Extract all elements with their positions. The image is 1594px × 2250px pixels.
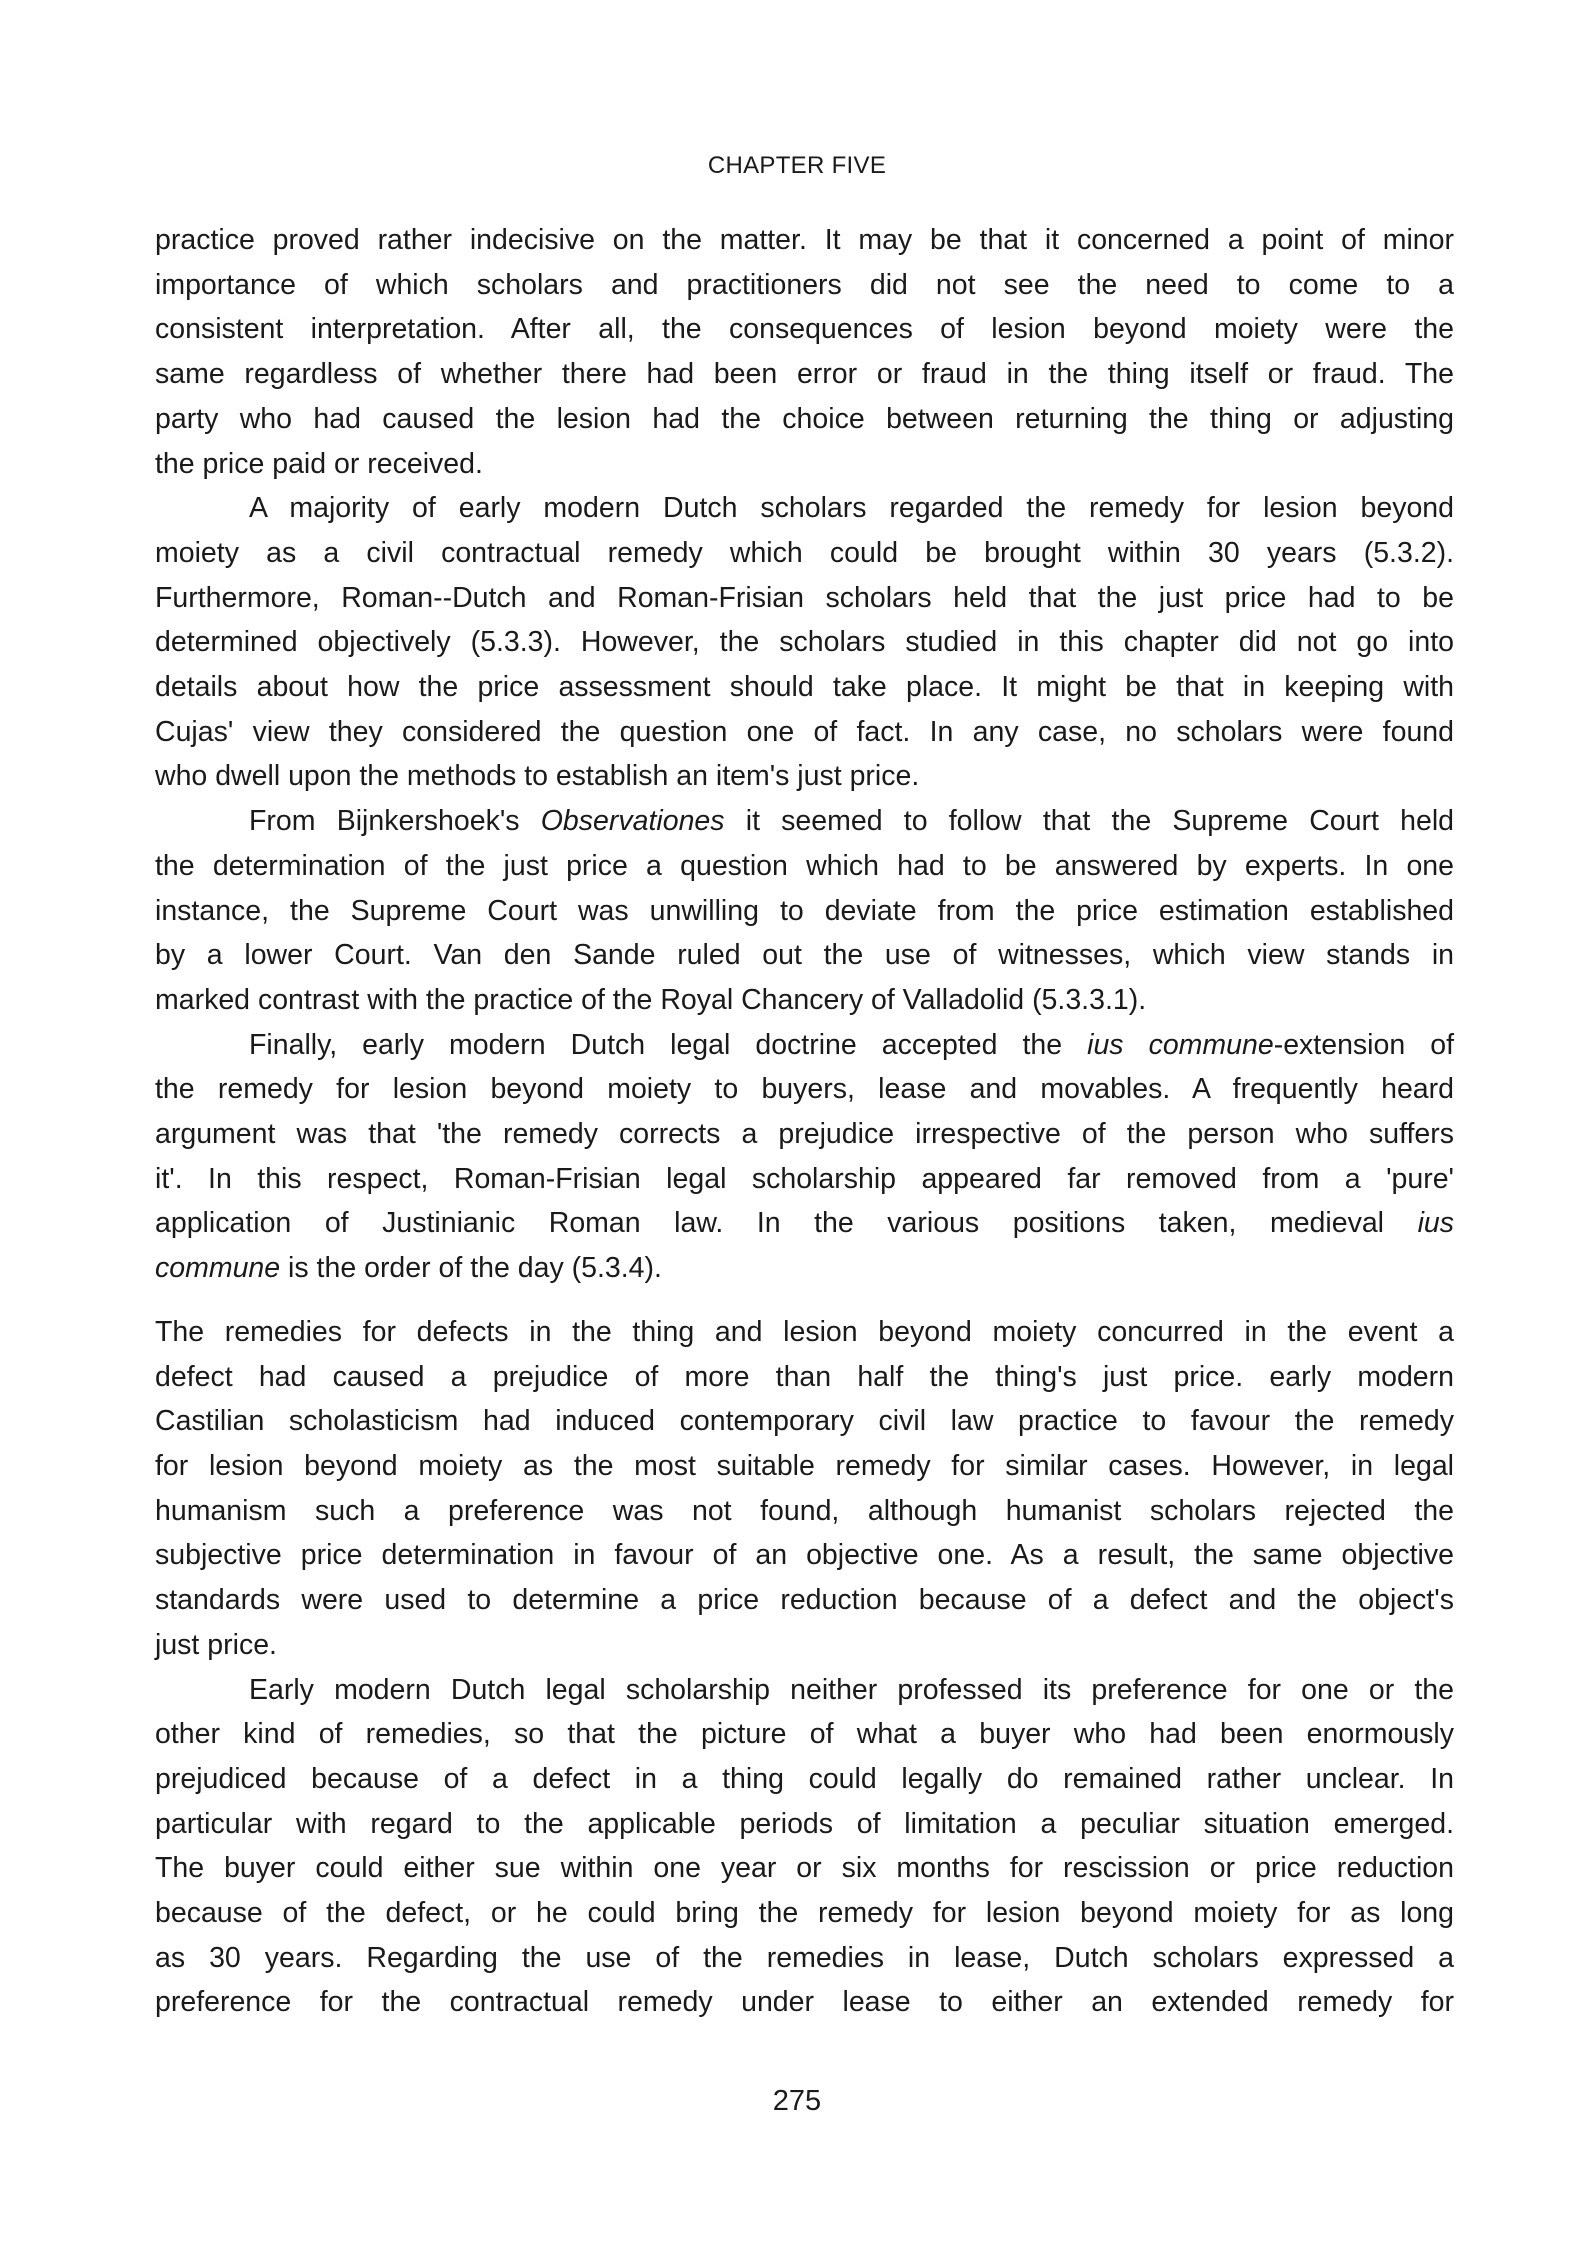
italic-text: Observationes (540, 805, 725, 838)
body-text (155, 218, 1454, 2025)
text-line (155, 1623, 1454, 1668)
text-segment: determined objectively (5.3.3). However, the scholars studied in this chapter did not go into (155, 626, 1454, 659)
text-line (155, 218, 1454, 263)
paragraph (155, 799, 1454, 1023)
text-line (155, 1067, 1454, 1112)
text-line (155, 754, 1454, 799)
paragraph (155, 1310, 1454, 1668)
text-segment: Furthermore, Roman--Dutch and Roman-Frisian scholars held that the just price had to be (155, 581, 1454, 614)
text-segment: prejudiced because of a defect in a thing could legally do remained rather unclear. In (155, 1762, 1454, 1795)
text-line (155, 352, 1454, 397)
text-line (155, 1578, 1454, 1623)
text-segment: it'. In this respect, Roman-Frisian legal scholarship appeared far removed from a 'pure' (155, 1162, 1454, 1195)
text-line (155, 1712, 1454, 1757)
text-line (155, 1846, 1454, 1891)
paragraph (155, 486, 1454, 799)
text-segment: importance of which scholars and practitioners did not see the need to come to a (155, 268, 1454, 301)
text-line (155, 799, 1454, 844)
text-segment: consistent interpretation. After all, the consequences of lesion beyond moiety were the (155, 313, 1454, 346)
paragraph (155, 1668, 1454, 2026)
text-line (155, 442, 1454, 487)
text-segment: subjective price determination in favour of an objective one. As a result, the same objective (155, 1539, 1454, 1572)
text-line (155, 576, 1454, 621)
text-line (155, 1444, 1454, 1489)
text-segment: who dwell upon the methods to establish an item's just price. (155, 760, 920, 793)
text-line (155, 1980, 1454, 2025)
text-segment: the remedy for lesion beyond moiety to buyers, lease and movables. A frequently heard (155, 1073, 1454, 1106)
text-segment: Early modern Dutch legal scholarship neither professed its preference for one or the (249, 1673, 1454, 1706)
text-line (155, 844, 1454, 889)
text-segment: Castilian scholasticism had induced contemporary civil law practice to favour the remedy (155, 1405, 1454, 1438)
text-line (155, 1757, 1454, 1802)
text-line (155, 486, 1454, 531)
text-segment: The remedies for defects in the thing and lesion beyond moiety concurred in the event a (155, 1315, 1454, 1348)
text-line (155, 1802, 1454, 1847)
text-segment: practice proved rather indecisive on the matter. It may be that it concerned a point of minor (155, 224, 1454, 256)
text-segment: moiety as a civil contractual remedy which could be brought within 30 years (5.3.2). (155, 536, 1454, 569)
text-line (155, 1668, 1454, 1713)
italic-text: ius commune (1087, 1028, 1274, 1061)
text-segment: the price paid or received. (155, 447, 483, 480)
text-line (155, 665, 1454, 710)
text-segment: From Bijnkershoek's (249, 805, 541, 838)
text-line (155, 1157, 1454, 1202)
text-segment: by a lower Court. Van den Sande ruled out the use of witnesses, which view stands in (155, 939, 1454, 972)
text-segment: argument was that 'the remedy corrects a prejudice irrespective of the person who suffers (155, 1118, 1454, 1151)
text-line (155, 978, 1454, 1023)
text-line (155, 1112, 1454, 1157)
text-segment: it seemed to follow that the Supreme Court held (724, 805, 1454, 838)
text-line (155, 1936, 1454, 1981)
text-segment: Cujas' view they considered the question one of fact. In any case, no scholars were found (155, 715, 1454, 748)
text-line (155, 531, 1454, 576)
text-segment: is the order of the day (5.3.4). (280, 1252, 662, 1285)
text-line (155, 307, 1454, 352)
text-line (155, 1246, 1454, 1291)
text-line (155, 889, 1454, 934)
text-segment: particular with regard to the applicable periods of limitation a peculiar situation emerged. (155, 1807, 1454, 1840)
text-line (155, 710, 1454, 755)
paragraph (155, 218, 1454, 486)
text-line (155, 620, 1454, 665)
text-segment: defect had caused a prejudice of more than half the thing's just price. early modern (155, 1360, 1454, 1393)
text-segment: details about how the price assessment should take place. It might be that in keeping with (155, 671, 1454, 704)
running-header: CHAPTER FIVE (707, 152, 887, 179)
text-segment: application of Justinianic Roman law. In the various positions taken, medieval (155, 1207, 1418, 1240)
text-line (155, 1355, 1454, 1400)
text-line (155, 1310, 1454, 1355)
text-segment: Finally, early modern Dutch legal doctrine accepted the (249, 1028, 1088, 1061)
text-line (155, 1023, 1454, 1068)
text-segment: other kind of remedies, so that the picture of what a buyer who had been enormously (155, 1718, 1454, 1751)
text-segment: standards were used to determine a price reduction because of a defect and the object's (155, 1584, 1454, 1617)
text-segment: just price. (155, 1628, 277, 1661)
text-segment: same regardless of whether there had been error or fraud in the thing itself or fraud. The (155, 358, 1454, 391)
text-segment: party who had caused the lesion had the choice between returning the thing or adjusting (155, 402, 1454, 435)
text-segment: as 30 years. Regarding the use of the remedies in lease, Dutch scholars expressed a (155, 1941, 1454, 1974)
text-line (155, 933, 1454, 978)
text-segment: A majority of early modern Dutch scholars regarded the remedy for lesion beyond (249, 492, 1454, 525)
text-segment: instance, the Supreme Court was unwilling to deviate from the price estimation established (155, 894, 1454, 927)
paragraph (155, 1023, 1454, 1291)
text-line (155, 397, 1454, 442)
text-segment: the determination of the just price a question which had to be answered by experts. In one (155, 849, 1454, 882)
italic-text: ius (1417, 1207, 1454, 1240)
text-segment: marked contrast with the practice of the Royal Chancery of Valladolid (5.3.3.1). (155, 983, 1147, 1016)
text-segment: humanism such a preference was not found, although humanist scholars rejected the (155, 1494, 1454, 1527)
text-line (155, 1533, 1454, 1578)
text-line (155, 263, 1454, 308)
text-segment: for lesion beyond moiety as the most suitable remedy for similar cases. However, in legal (155, 1449, 1454, 1482)
text-segment: preference for the contractual remedy under lease to either an extended remedy for (155, 1986, 1454, 2019)
text-line (155, 1891, 1454, 1936)
italic-text: commune (155, 1252, 281, 1285)
text-line (155, 1399, 1454, 1444)
text-segment: -extension of (1273, 1028, 1454, 1061)
page-number: 275 (772, 2085, 822, 2117)
text-line (155, 1489, 1454, 1534)
text-line (155, 1201, 1454, 1246)
text-segment: because of the defect, or he could bring the remedy for lesion beyond moiety for as long (155, 1897, 1454, 1930)
text-segment: The buyer could either sue within one year or six months for rescission or price reduction (155, 1852, 1454, 1885)
